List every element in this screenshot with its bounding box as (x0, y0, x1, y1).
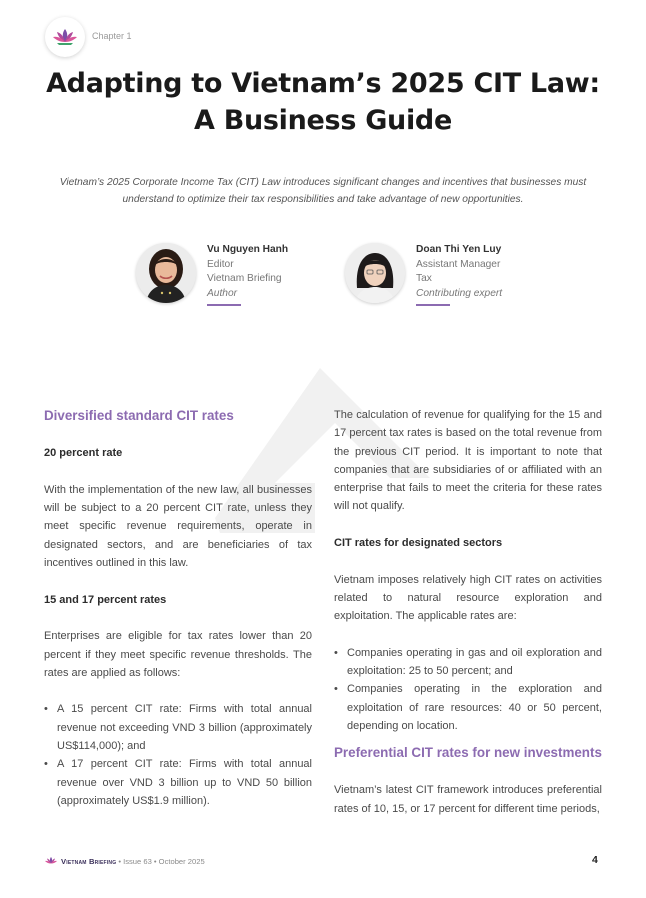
author-title: Assistant Manager (416, 258, 501, 270)
footer-brand: Vietnam Briefing (61, 856, 117, 866)
author-role: Author (207, 287, 238, 299)
list-item: • A 15 percent CIT rate: Firms with total annual revenue not exceeding VND 3 billion (approximately US$114,000); and (44, 700, 312, 755)
author-role: Contributing expert (416, 287, 503, 299)
author-organization: Vietnam Briefing (207, 273, 282, 284)
footer (44, 855, 205, 867)
author-card-2 (345, 243, 545, 305)
author-card-1 (136, 243, 336, 305)
list-item: • A 17 percent CIT rate: Firms with total annual revenue over VND 3 billion up to VND 50 billion (approximately US$1.9 million). (44, 755, 312, 810)
paragraph: Vietnam’s latest CIT framework introduces preferential rates of 10, 15, or 17 percent for different time periods, (334, 784, 602, 815)
section-heading: Preferential CIT rates for new investments (334, 745, 602, 761)
author-name: Vu Nguyen Hanh (207, 244, 289, 255)
paragraph: With the implementation of the new law, all businesses will be subject to a 20 percent CIT rate, unless they meet specific revenue requirements, operate in designated sectors, and are beneficiaries of tax incentives outlined in this law. (44, 483, 312, 570)
subtitle-line-2: understand to optimize their tax responsibilities and take advantage of new opportunities. (122, 193, 524, 205)
subheading: 15 and 17 percent rates (44, 593, 167, 606)
author-name: Doan Thi Yen Luy (416, 244, 502, 255)
author-photo (136, 243, 196, 303)
lotus-logo-icon (44, 856, 58, 866)
author-divider (207, 304, 241, 306)
bullet-icon: • (334, 683, 338, 696)
subtitle-line-1: Vietnam’s 2025 Corporate Income Tax (CIT) Law introduces significant changes and incentives that businesses must (59, 177, 587, 188)
bullet-list (334, 644, 602, 735)
left-column (44, 406, 312, 810)
bullet-icon: • (44, 758, 48, 771)
list-item: • Companies operating in the exploration and exploitation of rare resources: 40 or 50 percent, depending on location. (334, 680, 602, 735)
subheading: 20 percent rate (44, 447, 123, 460)
list-item: • Companies operating in gas and oil exploration and exploitation: 25 to 50 percent; and (334, 644, 602, 681)
right-column (334, 406, 602, 818)
page-title-line-1: Adapting to Vietnam’s 2025 CIT Law: (46, 68, 600, 99)
lotus-logo-icon (45, 17, 85, 57)
chapter-label: Chapter 1 (92, 31, 132, 41)
section-heading: Diversified standard CIT rates (44, 408, 234, 423)
author-title: Editor (207, 258, 234, 270)
footer-issue: • Issue 63 • October 2025 (118, 856, 205, 866)
bullet-list (44, 700, 312, 810)
subheading: CIT rates for designated sectors (334, 537, 503, 550)
author-organization: Tax (416, 273, 432, 284)
paragraph: Vietnam imposes relatively high CIT rates on activities related to natural resource exploration and exploitation. The applicable rates are: (334, 573, 602, 623)
author-photo (345, 243, 405, 303)
paragraph: The calculation of revenue for qualifying for the 15 and 17 percent tax rates is based on the total revenue from the previous CIT period. It is important to note that companies that are subsidiaries of or affiliated with an enterprise that fails to meet the criteria for these rates will not qualify. (334, 409, 602, 513)
author-divider (416, 304, 450, 306)
subtitle (40, 175, 606, 208)
bullet-icon: • (334, 646, 338, 659)
bullet-icon: • (44, 703, 48, 716)
paragraph: Enterprises are eligible for tax rates lower than 20 percent if they meet specific revenue thresholds. The rates are applied as follows: (44, 630, 312, 679)
page-title-line-2: A Business Guide (194, 105, 452, 136)
page-number: 4 (592, 854, 598, 866)
